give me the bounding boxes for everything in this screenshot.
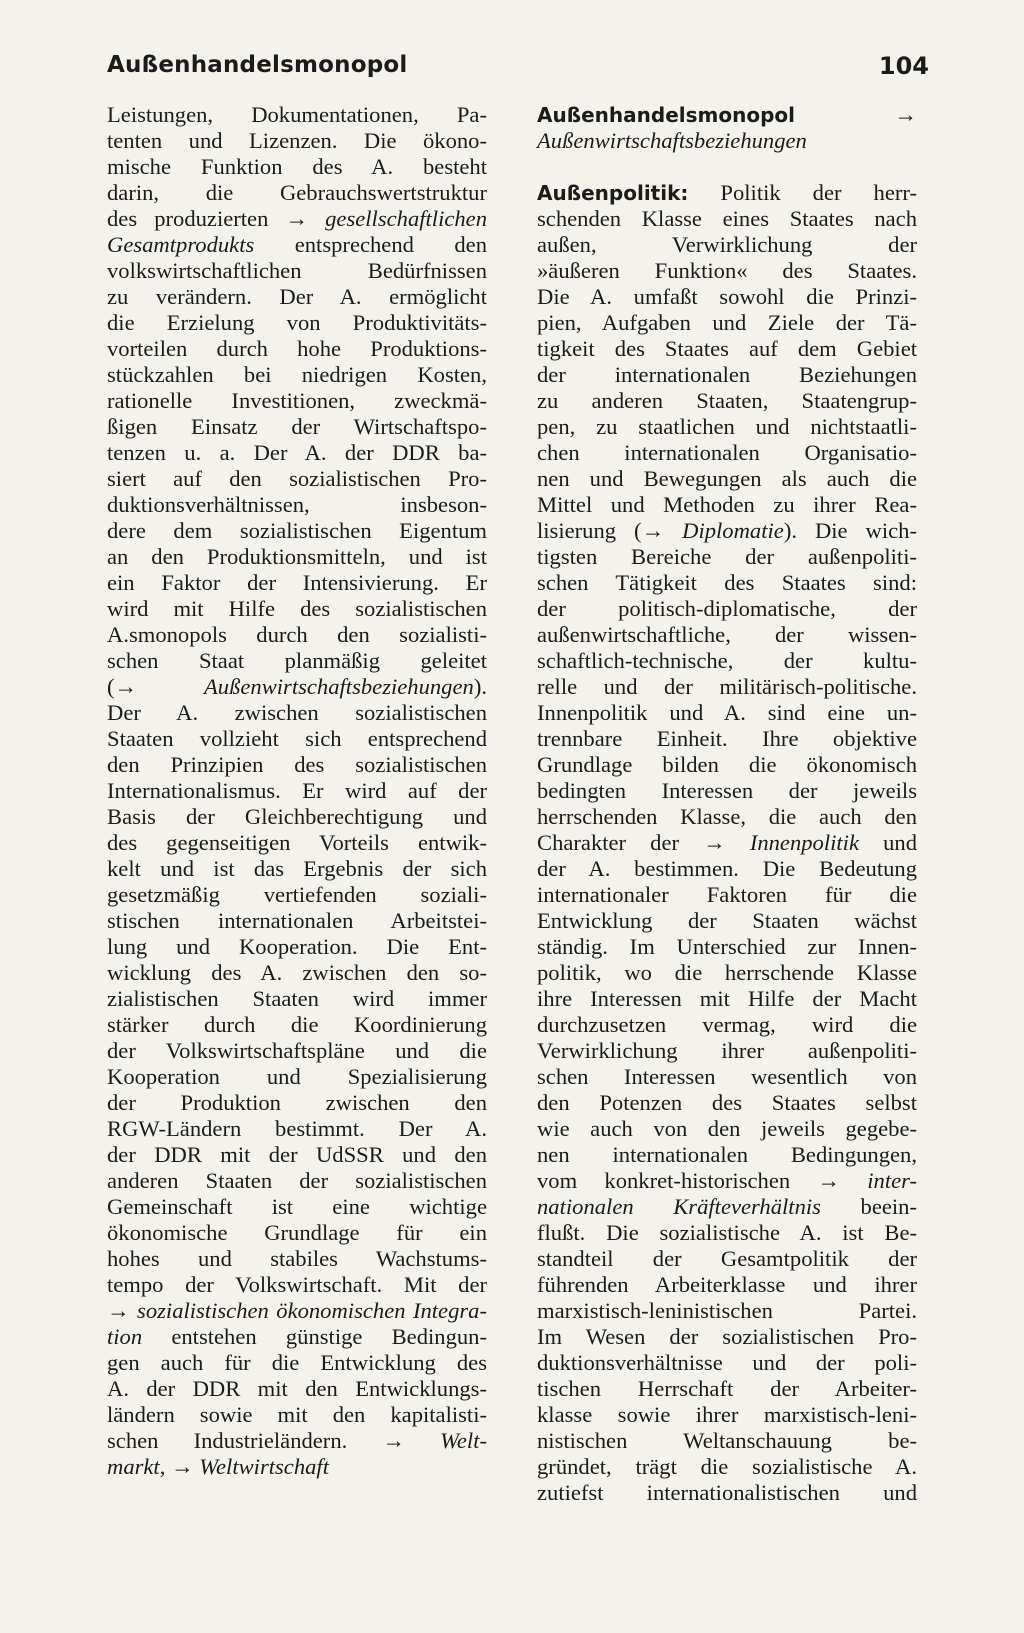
- text-line: standteil der Gesamtpolitik der: [537, 1246, 917, 1271]
- cross-reference: Welt-: [440, 1428, 487, 1453]
- text-line: [107, 1454, 487, 1480]
- cross-reference: Außenwirtschaftsbeziehungen: [203, 674, 474, 699]
- text-line: Basis der Gleichberechtigung und: [107, 804, 487, 829]
- entry-headline: [537, 102, 917, 128]
- text-line: ßigen Einsatz der Wirtschaftspo-: [107, 414, 487, 439]
- text-line: pen, zu staatlichen und nichtstaatli-: [537, 414, 917, 439]
- text-line: Internationalismus. Er wird auf der: [107, 778, 487, 803]
- text-line: Die A. umfaßt sowohl die Prinzi-: [537, 284, 917, 309]
- entry-text: Politik der herr-: [688, 180, 917, 205]
- text-line: Im Wesen der sozialistischen Pro-: [537, 1324, 917, 1349]
- cross-reference: sozialistischen ökonomischen Integra-: [137, 1298, 487, 1323]
- text-line: lung und Kooperation. Die Ent-: [107, 934, 487, 959]
- text-line: der A. bestimmen. Die Bedeutung: [537, 856, 917, 881]
- entry-headword: Außenhandelsmonopol: [537, 103, 795, 127]
- text-line: die Erzielung von Produktivitäts-: [107, 310, 487, 335]
- text-line: RGW-Ländern bestimmt. Der A.: [107, 1116, 487, 1141]
- text-line: [537, 830, 917, 856]
- text-line: tischen Herrschaft der Arbeiter-: [537, 1376, 917, 1401]
- text-line: internationaler Faktoren für die: [537, 882, 917, 907]
- text-line: ein Faktor der Intensivierung. Er: [107, 570, 487, 595]
- cross-reference: nationalen Kräfteverhältnis: [537, 1194, 821, 1219]
- right-column-text: [537, 206, 917, 1506]
- text-run: ).: [473, 674, 487, 699]
- left-column-text: [107, 102, 487, 1480]
- text-line: flußt. Die sozialistische A. ist Be-: [537, 1220, 917, 1245]
- text-line: marxistisch-leninistischen Partei.: [537, 1298, 917, 1323]
- text-run: und: [859, 830, 917, 855]
- text-line: rationelle Investitionen, zweckmä-: [107, 388, 487, 413]
- cross-reference: Außenwirtschaftsbeziehungen: [537, 128, 807, 153]
- cross-reference: tion: [107, 1324, 143, 1349]
- text-line: schen Interessen wesentlich von: [537, 1064, 917, 1089]
- entry-first-line: [537, 180, 917, 206]
- cross-reference: markt: [107, 1454, 160, 1479]
- text-line: »äußeren Funktion« des Staates.: [537, 258, 917, 283]
- text-line: an den Produktionsmitteln, und ist: [107, 544, 487, 569]
- text-run: Charakter der →: [537, 830, 750, 855]
- text-run: schen Industrieländern. →: [107, 1428, 441, 1453]
- text-line: zialistischen Staaten wird immer: [107, 986, 487, 1011]
- text-line: [107, 206, 487, 232]
- text-line: ihre Interessen mit Hilfe der Macht: [537, 986, 917, 1011]
- text-line: der DDR mit der UdSSR und den: [107, 1142, 487, 1167]
- text-run: beein-: [820, 1194, 917, 1219]
- text-line: zu anderen Staaten, Staatengrup-: [537, 388, 917, 413]
- text-line: gen auch für die Entwicklung des: [107, 1350, 487, 1375]
- text-line: chen internationalen Organisatio-: [537, 440, 917, 465]
- text-line: wie auch von den jeweils gegebe-: [537, 1116, 917, 1141]
- text-run: (→: [107, 674, 204, 699]
- text-line: Staaten vollzieht sich entsprechend: [107, 726, 487, 751]
- running-head: Außenhandelsmonopol: [107, 52, 408, 78]
- text-line: vorteilen durch hohe Produktions-: [107, 336, 487, 361]
- text-line: Mittel und Methoden zu ihrer Rea-: [537, 492, 917, 517]
- text-line: wird mit Hilfe des sozialistischen: [107, 596, 487, 621]
- text-line: ländern sowie mit den kapitalisti-: [107, 1402, 487, 1427]
- text-run: entsprechend den: [254, 232, 487, 257]
- text-line: darin, die Gebrauchswertstruktur: [107, 180, 487, 205]
- text-line: stückzahlen bei niedrigen Kosten,: [107, 362, 487, 387]
- text-line: zutiefst internationalistischen und: [537, 1480, 917, 1505]
- text-line: tenten und Lizenzen. Die ökono-: [107, 128, 487, 153]
- text-line: der internationalen Beziehungen: [537, 362, 917, 387]
- text-line: außen, Verwirklichung der: [537, 232, 917, 257]
- text-line: herrschenden Klasse, die auch den: [537, 804, 917, 829]
- text-line: [107, 232, 487, 258]
- text-line: nen und Bewegungen als auch die: [537, 466, 917, 491]
- text-line: gründet, trägt die sozialistische A.: [537, 1454, 917, 1479]
- page-number: 104: [878, 52, 929, 80]
- text-line: A. der DDR mit den Entwicklungs-: [107, 1376, 487, 1401]
- cross-reference: Diplomatie: [682, 518, 784, 543]
- text-line: [537, 1168, 917, 1194]
- text-line: Entwicklung der Staaten wächst: [537, 908, 917, 933]
- entry-aussenhandelsmonopol: [537, 102, 917, 154]
- text-line: tempo der Volkswirtschaft. Mit der: [107, 1272, 487, 1297]
- text-line: mische Funktion des A. besteht: [107, 154, 487, 179]
- cross-reference: Gesamtprodukts: [107, 232, 255, 257]
- left-column: [107, 102, 487, 1480]
- text-line: politik, wo die herrschende Klasse: [537, 960, 917, 985]
- text-line: Der A. zwischen sozialistischen: [107, 700, 487, 725]
- text-line: A.smonopols durch den sozialisti-: [107, 622, 487, 647]
- text-run: →: [107, 1298, 138, 1323]
- text-line: trennbare Einheit. Ihre objektive: [537, 726, 917, 751]
- text-line: siert auf den sozialistischen Pro-: [107, 466, 487, 491]
- text-line: duktionsverhältnissen, insbeson-: [107, 492, 487, 517]
- text-line: ökonomische Grundlage für ein: [107, 1220, 487, 1245]
- text-line: Grundlage bilden die ökonomisch: [537, 752, 917, 777]
- entry-aussenpolitik: [537, 180, 917, 1506]
- cross-reference: inter-: [867, 1168, 917, 1193]
- text-line: tenzen u. a. Der A. der DDR ba-: [107, 440, 487, 465]
- text-line: Kooperation und Spezialisierung: [107, 1064, 487, 1089]
- text-line: zu verändern. Der A. ermöglicht: [107, 284, 487, 309]
- text-line: Verwirklichung ihrer außenpoliti-: [537, 1038, 917, 1063]
- entry-reference-line: [537, 128, 917, 154]
- text-line: schen Tätigkeit des Staates sind:: [537, 570, 917, 595]
- text-run: vom konkret-historischen →: [537, 1168, 868, 1193]
- text-line: pien, Aufgaben und Ziele der Tä-: [537, 310, 917, 335]
- text-line: führenden Arbeiterklasse und ihrer: [537, 1272, 917, 1297]
- text-line: nistischen Weltanschauung be-: [537, 1428, 917, 1453]
- entry-headword: Außenpolitik:: [537, 181, 689, 205]
- text-line: den Potenzen des Staates selbst: [537, 1090, 917, 1115]
- text-run: des produzierten →: [107, 206, 326, 231]
- text-line: gesetzmäßig vertiefenden soziali-: [107, 882, 487, 907]
- text-line: [537, 1194, 917, 1220]
- text-line: [107, 1324, 487, 1350]
- text-line: [107, 1298, 487, 1324]
- entry-spacer: [537, 154, 917, 180]
- text-line: ständig. Im Unterschied zur Innen-: [537, 934, 917, 959]
- text-line: bedingten Interessen der jeweils: [537, 778, 917, 803]
- text-line: wicklung des A. zwischen den so-: [107, 960, 487, 985]
- text-run: , →: [159, 1454, 200, 1479]
- text-run: entstehen günstige Bedingun-: [142, 1324, 487, 1349]
- text-line: volkswirtschaftlichen Bedürfnissen: [107, 258, 487, 283]
- cross-reference-arrow: →: [894, 102, 917, 127]
- text-line: der Produktion zwischen den: [107, 1090, 487, 1115]
- text-line: klasse sowie ihrer marxistisch-leni-: [537, 1402, 917, 1427]
- text-line: des gegenseitigen Vorteils entwik-: [107, 830, 487, 855]
- text-line: dere dem sozialistischen Eigentum: [107, 518, 487, 543]
- text-line: stischen internationalen Arbeitstei-: [107, 908, 487, 933]
- cross-reference: Weltwirtschaft: [199, 1454, 329, 1479]
- text-line: [107, 1428, 487, 1454]
- text-line: tigkeit des Staates auf dem Gebiet: [537, 336, 917, 361]
- text-line: schen Staat planmäßig geleitet: [107, 648, 487, 673]
- text-line: Innenpolitik und A. sind eine un-: [537, 700, 917, 725]
- text-line: schaftlich-technische, der kultu-: [537, 648, 917, 673]
- text-line: anderen Staaten der sozialistischen: [107, 1168, 487, 1193]
- right-column: [537, 102, 917, 1506]
- text-line: [107, 674, 487, 700]
- text-run: lisierung (→: [537, 518, 683, 543]
- text-line: der Volkswirtschaftspläne und die: [107, 1038, 487, 1063]
- text-line: hohes und stabiles Wachstums-: [107, 1246, 487, 1271]
- text-line: Leistungen, Dokumentationen, Pa-: [107, 102, 487, 127]
- text-line: relle und der militärisch-politische.: [537, 674, 917, 699]
- text-line: duktionsverhältnisse und der poli-: [537, 1350, 917, 1375]
- text-line: kelt und ist das Ergebnis der sich: [107, 856, 487, 881]
- text-line: den Prinzipien des sozialistischen: [107, 752, 487, 777]
- cross-reference: gesellschaftlichen: [325, 206, 487, 231]
- text-line: durchzusetzen vermag, wird die: [537, 1012, 917, 1037]
- text-line: Gemeinschaft ist eine wichtige: [107, 1194, 487, 1219]
- text-line: tigsten Bereiche der außenpoliti-: [537, 544, 917, 569]
- text-line: schenden Klasse eines Staates nach: [537, 206, 917, 231]
- text-run: ). Die wich-: [783, 518, 917, 543]
- text-line: außenwirtschaftliche, der wissen-: [537, 622, 917, 647]
- text-line: stärker durch die Koordinierung: [107, 1012, 487, 1037]
- text-line: der politisch-diplomatische, der: [537, 596, 917, 621]
- text-line: nen internationalen Bedingungen,: [537, 1142, 917, 1167]
- cross-reference: Innenpolitik: [749, 830, 859, 855]
- text-line: [537, 518, 917, 544]
